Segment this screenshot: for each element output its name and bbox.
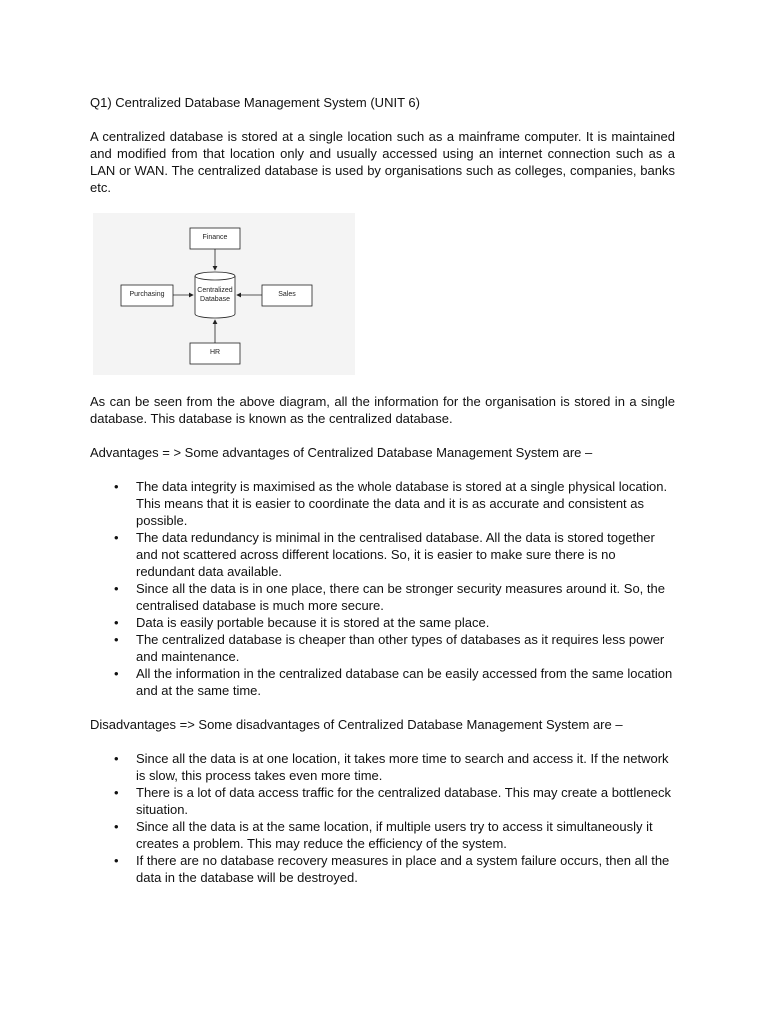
- list-item: [90, 529, 675, 580]
- bullet-icon: •: [114, 666, 119, 681]
- list-item-text: Data is easily portable because it is stored at the same place.: [136, 615, 490, 630]
- list-item-text: If there are no database recovery measures in place and a system failure occurs, then all the data in the database will be destroyed.: [136, 853, 670, 885]
- bullet-icon: •: [114, 615, 119, 630]
- disadvantages-heading: Disadvantages => Some disadvantages of Centralized Database Management System are –: [90, 717, 623, 732]
- advantages-list: [90, 478, 675, 699]
- list-item: [90, 478, 675, 529]
- database-cylinder-icon: [195, 272, 235, 318]
- list-item: [90, 614, 675, 631]
- list-item: [90, 631, 675, 665]
- list-item-text: Since all the data is in one place, there can be stronger security measures around it. So, the centralised database is much more secure.: [136, 581, 665, 613]
- bullet-icon: •: [114, 853, 119, 868]
- bullet-icon: •: [114, 785, 119, 800]
- list-item: [90, 818, 675, 852]
- bullet-icon: •: [114, 581, 119, 596]
- list-item-text: All the information in the centralized database can be easily accessed from the same location and at the same time.: [136, 666, 673, 698]
- list-item-text: Since all the data is at one location, it takes more time to search and access it. If the network is slow, this process takes even more time.: [136, 751, 669, 783]
- sales-label: Sales: [278, 291, 296, 298]
- intro-paragraph: A centralized database is stored at a single location such as a mainframe computer. It is maintained and modified from that location only and usually accessed using an internet connection such as a LAN or WAN. The centralized database is used by organisations such as colleges, companies, banks etc.: [90, 129, 675, 195]
- list-item-text: The centralized database is cheaper than other types of databases as it requires less power and maintenance.: [136, 632, 665, 664]
- list-item: [90, 784, 675, 818]
- database-label: Database: [200, 296, 230, 303]
- disadvantages-list: [90, 750, 675, 886]
- centralized-database-diagram: [93, 213, 355, 375]
- list-item: [90, 852, 675, 886]
- list-item: [90, 580, 675, 614]
- list-item: [90, 665, 675, 699]
- purchasing-label: Purchasing: [129, 291, 165, 298]
- bullet-icon: •: [114, 530, 119, 545]
- finance-label: Finance: [202, 234, 228, 241]
- bullet-icon: •: [114, 479, 119, 494]
- document-page: [90, 94, 675, 903]
- bullet-icon: •: [114, 751, 119, 766]
- centralized-label: Centralized: [197, 287, 233, 294]
- bullet-icon: •: [114, 632, 119, 647]
- advantages-heading: Advantages = > Some advantages of Centralized Database Management System are –: [90, 445, 593, 460]
- after-diagram-paragraph: As can be seen from the above diagram, all the information for the organisation is stored in a single database. This database is known as the centralized database.: [90, 394, 675, 426]
- list-item: [90, 750, 675, 784]
- list-item-text: Since all the data is at the same location, if multiple users try to access it simultaneously it creates a problem. This may reduce the efficiency of the system.: [136, 819, 653, 851]
- bullet-icon: •: [114, 819, 119, 834]
- hr-label: HR: [209, 349, 221, 356]
- list-item-text: The data redundancy is minimal in the centralised database. All the data is stored together and not scattered across different locations. So, it is easier to make sure there is no redundant data available.: [136, 530, 655, 579]
- list-item-text: There is a lot of data access traffic for the centralized database. This may create a bottleneck situation.: [136, 785, 671, 817]
- list-item-text: The data integrity is maximised as the whole database is stored at a single physical location. This means that it is easier to coordinate the data and it is as accurate and consistent as possible.: [136, 479, 668, 528]
- document-title: Q1) Centralized Database Management System (UNIT 6): [90, 95, 420, 110]
